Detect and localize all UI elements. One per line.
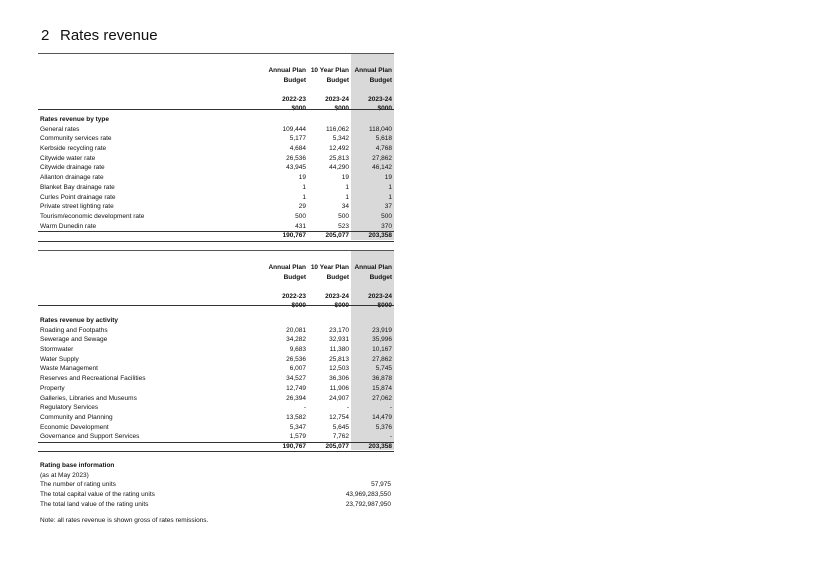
row-value-col2: 7,762 bbox=[332, 433, 349, 441]
row-value-col1: 109,444 bbox=[282, 125, 306, 133]
table-row bbox=[38, 355, 394, 365]
row-value-col1: 34,527 bbox=[286, 375, 306, 383]
row-value-col2: 19 bbox=[341, 174, 349, 182]
table-by-activity-header bbox=[38, 263, 394, 311]
table-row bbox=[38, 144, 394, 154]
row-value-col1: 43,945 bbox=[286, 164, 306, 172]
row-value-col3: - bbox=[389, 404, 392, 412]
section-heading bbox=[41, 27, 158, 44]
total-v3: 203,358 bbox=[368, 232, 392, 240]
row-label: Tourism/economic development rate bbox=[40, 212, 145, 220]
row-label: Roading and Footpaths bbox=[40, 326, 108, 334]
col3-header-line1: Annual Plan bbox=[354, 67, 392, 74]
row-label: General rates bbox=[40, 125, 80, 133]
row-value-col1: 29 bbox=[298, 203, 306, 211]
row-value-col1: 500 bbox=[295, 212, 306, 220]
col1-header-unit: $000 bbox=[291, 302, 306, 309]
row-value-col1: 4,684 bbox=[289, 145, 306, 153]
table-by-type-header-rule bbox=[38, 109, 394, 110]
col3-header-line2: Budget bbox=[369, 76, 392, 84]
row-value-col3: 500 bbox=[381, 212, 392, 220]
row-label: Economic Development bbox=[40, 423, 109, 431]
col3-header-unit: $000 bbox=[377, 302, 392, 309]
table-row bbox=[38, 212, 394, 222]
row-value-col3: 15,874 bbox=[372, 384, 392, 392]
table-top-rule-2 bbox=[38, 250, 394, 251]
row-value-col3: 37 bbox=[384, 203, 392, 211]
rating-base-info bbox=[40, 461, 394, 509]
table-row bbox=[38, 335, 394, 345]
rating-base-subheading: (as at May 2023) bbox=[40, 471, 89, 479]
row-value-col3: 27,862 bbox=[372, 154, 392, 162]
row-value-col1: 1 bbox=[302, 193, 306, 201]
col1-header-line2: Budget bbox=[283, 273, 306, 281]
row-value-col2: 25,813 bbox=[329, 355, 349, 363]
table-by-activity bbox=[38, 316, 394, 452]
row-label: Galleries, Libraries and Museums bbox=[40, 394, 137, 402]
row-value-col1: 13,582 bbox=[286, 413, 306, 421]
row-label: Warm Dunedin rate bbox=[40, 222, 97, 230]
table-by-activity-heading: Rates revenue by activity bbox=[40, 317, 119, 324]
row-value-col3: - bbox=[389, 433, 392, 441]
table-row bbox=[38, 326, 394, 336]
table-by-type-header bbox=[38, 66, 394, 114]
total-v1: 190,767 bbox=[282, 232, 306, 240]
rating-base-label: The total land value of the rating units bbox=[40, 500, 149, 508]
table-by-activity-header-rule bbox=[38, 305, 394, 306]
row-value-col1: 431 bbox=[295, 222, 306, 230]
row-value-col3: 10,167 bbox=[372, 346, 392, 354]
row-value-col2: 12,754 bbox=[329, 413, 349, 421]
col2-header-line2: Budget bbox=[326, 273, 349, 281]
table-row bbox=[38, 173, 394, 183]
row-label: Kerbside recycling rate bbox=[40, 145, 107, 153]
col3-header-unit: $000 bbox=[377, 105, 392, 112]
col2-header-year: 2023-24 bbox=[325, 95, 349, 103]
row-value-col2: 36,306 bbox=[329, 375, 349, 383]
total-v3: 203,358 bbox=[368, 442, 392, 450]
rating-base-row bbox=[40, 480, 394, 490]
table-row bbox=[38, 222, 394, 232]
table-row bbox=[38, 193, 394, 203]
row-value-col2: 523 bbox=[338, 222, 349, 230]
col3-header-line2: Budget bbox=[369, 273, 392, 281]
row-label: Allanton drainage rate bbox=[40, 174, 104, 182]
total-v2: 205,077 bbox=[325, 442, 349, 450]
row-value-col1: 19 bbox=[298, 174, 306, 182]
table-row bbox=[38, 374, 394, 384]
table-row bbox=[38, 202, 394, 212]
row-value-col2: 5,645 bbox=[332, 423, 349, 431]
table-by-type-total-row bbox=[38, 231, 394, 242]
row-value-col2: 1 bbox=[345, 193, 349, 201]
table-row bbox=[38, 384, 394, 394]
row-label: Water Supply bbox=[40, 355, 79, 363]
table-by-type-heading: Rates revenue by type bbox=[40, 116, 110, 123]
row-value-col2: 23,170 bbox=[329, 326, 349, 334]
table-by-activity-total-row bbox=[38, 442, 394, 453]
table-row bbox=[38, 403, 394, 413]
row-value-col1: 6,007 bbox=[289, 365, 306, 373]
row-label: Citywide drainage rate bbox=[40, 164, 105, 172]
table-row bbox=[38, 413, 394, 423]
row-value-col3: 370 bbox=[381, 222, 392, 230]
row-value-col1: 20,081 bbox=[286, 326, 306, 334]
row-value-col1: 26,394 bbox=[286, 394, 306, 402]
col1-header-year: 2022-23 bbox=[282, 95, 306, 103]
rating-base-label: The total capital value of the rating units bbox=[40, 491, 155, 499]
table-row bbox=[38, 163, 394, 173]
row-label: Reserves and Recreational Facilities bbox=[40, 375, 146, 383]
row-value-col1: 9,683 bbox=[289, 346, 306, 354]
row-value-col2: 24,907 bbox=[329, 394, 349, 402]
section-title: Rates revenue bbox=[60, 27, 158, 44]
row-value-col2: 1 bbox=[345, 183, 349, 191]
row-label: Community services rate bbox=[40, 135, 112, 143]
row-value-col3: 23,919 bbox=[372, 326, 392, 334]
rating-base-value: 23,792,987,950 bbox=[345, 500, 391, 508]
col2-header-line2: Budget bbox=[326, 76, 349, 84]
row-label: Waste Management bbox=[40, 365, 98, 373]
row-value-col1: 12,749 bbox=[286, 384, 306, 392]
table-row bbox=[38, 134, 394, 144]
row-label: Sewerage and Sewage bbox=[40, 336, 108, 344]
row-value-col3: 27,062 bbox=[372, 394, 392, 402]
col3-header-line1: Annual Plan bbox=[354, 264, 392, 271]
row-value-col2: 44,290 bbox=[329, 164, 349, 172]
row-value-col3: 1 bbox=[388, 183, 392, 191]
col1-header-year: 2022-23 bbox=[282, 292, 306, 300]
row-value-col1: 1,579 bbox=[289, 433, 306, 441]
row-value-col2: 32,931 bbox=[329, 336, 349, 344]
row-value-col3: 35,996 bbox=[372, 336, 392, 344]
row-label: Private street lighting rate bbox=[40, 203, 114, 211]
row-value-col3: 5,376 bbox=[375, 423, 392, 431]
col3-header-year: 2023-24 bbox=[368, 95, 392, 103]
rating-base-label: The number of rating units bbox=[40, 481, 116, 489]
row-value-col1: 1 bbox=[302, 183, 306, 191]
row-value-col2: 12,503 bbox=[329, 365, 349, 373]
row-value-col1: 34,282 bbox=[286, 336, 306, 344]
table-by-type bbox=[38, 115, 394, 242]
row-value-col3: 4,768 bbox=[375, 145, 392, 153]
total-v2: 205,077 bbox=[325, 232, 349, 240]
row-value-col3: 118,040 bbox=[368, 125, 392, 133]
row-label: Property bbox=[40, 384, 65, 392]
table-row bbox=[38, 125, 394, 135]
row-value-col2: 500 bbox=[338, 212, 349, 220]
row-value-col2: 34 bbox=[341, 203, 349, 211]
col1-header-line1: Annual Plan bbox=[268, 264, 306, 271]
rating-base-row bbox=[40, 490, 394, 500]
row-value-col2: 5,342 bbox=[332, 135, 349, 143]
row-value-col2: 116,062 bbox=[325, 125, 349, 133]
row-label: Governance and Support Services bbox=[40, 433, 140, 441]
row-label: Regulatory Services bbox=[40, 404, 99, 412]
col2-header-line1: 10 Year Plan bbox=[310, 264, 349, 271]
table-row bbox=[38, 345, 394, 355]
footnote: Note: all rates revenue is shown gross of rates remissions. bbox=[40, 517, 209, 524]
row-label: Blanket Bay drainage rate bbox=[40, 183, 115, 191]
rating-base-value: 57,975 bbox=[371, 481, 391, 489]
row-value-col3: 5,618 bbox=[375, 135, 392, 143]
row-label: Curles Point drainage rate bbox=[40, 193, 116, 201]
col1-header-line2: Budget bbox=[283, 76, 306, 84]
row-value-col2: 11,906 bbox=[329, 384, 349, 392]
col2-header-year: 2023-24 bbox=[325, 292, 349, 300]
row-value-col3: 14,479 bbox=[372, 413, 392, 421]
row-value-col2: 11,380 bbox=[329, 346, 349, 354]
row-label: Citywide water rate bbox=[40, 154, 96, 162]
col2-header-unit: $000 bbox=[334, 105, 349, 112]
col2-header-line1: 10 Year Plan bbox=[310, 67, 349, 74]
row-value-col2: - bbox=[346, 404, 349, 412]
row-value-col1: 5,177 bbox=[289, 135, 306, 143]
col2-header-unit: $000 bbox=[334, 302, 349, 309]
row-value-col3: 5,745 bbox=[375, 365, 392, 373]
row-value-col2: 12,492 bbox=[329, 145, 349, 153]
table-row bbox=[38, 432, 394, 442]
table-top-rule-1 bbox=[38, 53, 394, 54]
rating-base-heading: Rating base information bbox=[40, 462, 115, 469]
table-row bbox=[38, 423, 394, 433]
row-value-col1: 26,536 bbox=[286, 154, 306, 162]
row-value-col1: 5,347 bbox=[289, 423, 306, 431]
rating-base-value: 43,969,283,550 bbox=[345, 491, 391, 499]
row-value-col3: 19 bbox=[384, 174, 392, 182]
table-row bbox=[38, 183, 394, 193]
col1-header-unit: $000 bbox=[291, 105, 306, 112]
row-label: Stormwater bbox=[40, 346, 74, 354]
row-value-col3: 46,142 bbox=[372, 164, 392, 172]
table-row bbox=[38, 394, 394, 404]
section-number: 2 bbox=[41, 27, 50, 44]
row-value-col2: 25,813 bbox=[329, 154, 349, 162]
total-v1: 190,767 bbox=[282, 442, 306, 450]
row-value-col1: - bbox=[303, 404, 306, 412]
table-row bbox=[38, 364, 394, 374]
row-value-col3: 1 bbox=[388, 193, 392, 201]
table-row bbox=[38, 154, 394, 164]
col3-header-year: 2023-24 bbox=[368, 292, 392, 300]
row-label: Community and Planning bbox=[40, 413, 113, 421]
row-value-col3: 36,878 bbox=[372, 375, 392, 383]
row-value-col3: 27,862 bbox=[372, 355, 392, 363]
row-value-col1: 26,536 bbox=[286, 355, 306, 363]
col1-header-line1: Annual Plan bbox=[268, 67, 306, 74]
rating-base-row bbox=[40, 500, 394, 510]
